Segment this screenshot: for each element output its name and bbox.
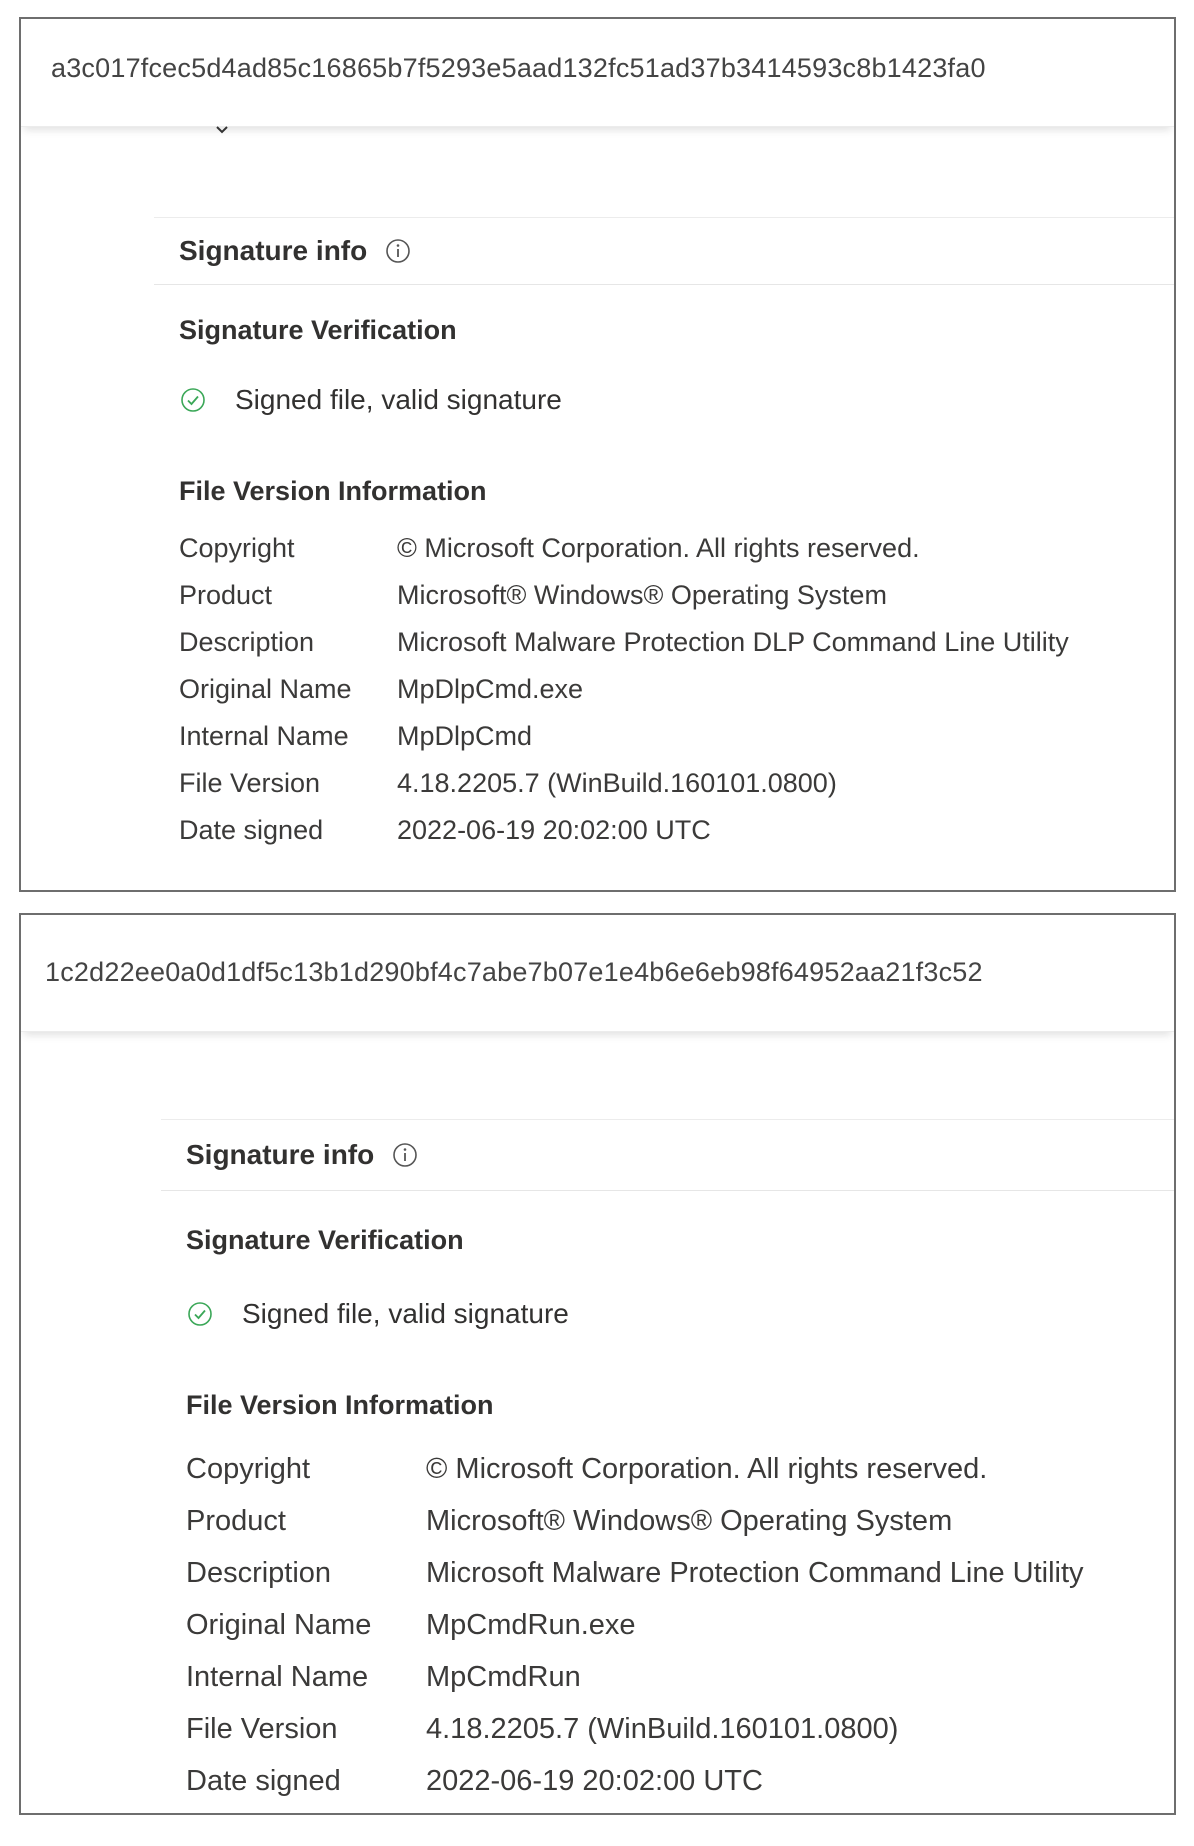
signature-info-section [161, 1119, 1174, 1807]
signature-verification-title: Signature Verification [186, 1225, 464, 1255]
field-label: Original Name [186, 1608, 372, 1641]
signature-info-section [154, 217, 1174, 854]
field-row-original-name [179, 666, 1174, 713]
field-label: Internal Name [186, 1660, 369, 1693]
info-icon[interactable] [392, 1142, 418, 1168]
signature-info-header [161, 1119, 1174, 1191]
field-value: MpDlpCmd [397, 721, 533, 751]
field-label: Date signed [179, 815, 324, 845]
check-circle-icon [179, 386, 207, 414]
field-label: Copyright [186, 1452, 311, 1485]
field-label: Original Name [179, 674, 352, 704]
field-value: 2022-06-19 20:02:00 UTC [426, 1764, 763, 1797]
file-version-table [154, 525, 1174, 854]
file-version-information-title: File Version Information [186, 1390, 494, 1420]
check-circle-icon [186, 1300, 214, 1328]
field-row-internal-name [179, 713, 1174, 760]
field-value: MpDlpCmd.exe [397, 674, 584, 704]
file-hash-header [21, 915, 1174, 1032]
file-hash: 1c2d22ee0a0d1df5c13b1d290bf4c7abe7b07e1e4b6e6eb98f64952aa21f3c52 [45, 957, 983, 987]
field-label: File Version [179, 768, 321, 798]
field-row-copyright [186, 1443, 1174, 1495]
field-row-original-name [186, 1599, 1174, 1651]
verification-status [161, 1298, 1174, 1330]
file-signature-panel-1 [19, 17, 1176, 892]
verification-status-text: Signed file, valid signature [242, 1298, 569, 1329]
field-label: Description [186, 1556, 332, 1589]
field-row-file-version [186, 1703, 1174, 1755]
field-value: 2022-06-19 20:02:00 UTC [397, 815, 711, 845]
signature-info-title: Signature info [186, 1139, 375, 1170]
signature-info-header [154, 217, 1174, 285]
field-value: 4.18.2205.7 (WinBuild.160101.0800) [426, 1712, 899, 1745]
info-icon[interactable] [385, 238, 411, 264]
signature-verification-title: Signature Verification [179, 315, 457, 345]
field-label: Date signed [186, 1764, 341, 1797]
field-value: Microsoft Malware Protection Command Line Utility [426, 1556, 1084, 1589]
field-label: Copyright [179, 533, 295, 563]
file-signature-panel-2 [19, 913, 1176, 1815]
file-version-information-title: File Version Information [179, 476, 487, 506]
field-value: MpCmdRun.exe [426, 1608, 636, 1641]
file-hash-header [21, 19, 1174, 127]
field-row-copyright [179, 525, 1174, 572]
file-version-table [161, 1443, 1174, 1807]
field-row-internal-name [186, 1651, 1174, 1703]
field-label: File Version [186, 1712, 338, 1745]
chevron-down-icon[interactable] [215, 123, 229, 137]
field-label: Description [179, 627, 315, 657]
field-row-date-signed [179, 807, 1174, 854]
field-row-file-version [179, 760, 1174, 807]
field-value: Microsoft Malware Protection DLP Command Line Utility [397, 627, 1069, 657]
field-row-description [179, 619, 1174, 666]
field-value: MpCmdRun [426, 1660, 581, 1693]
field-label: Internal Name [179, 721, 349, 751]
signature-info-title: Signature info [179, 235, 368, 266]
field-row-product [186, 1495, 1174, 1547]
field-row-product [179, 572, 1174, 619]
field-value: 4.18.2205.7 (WinBuild.160101.0800) [397, 768, 837, 798]
field-value: © Microsoft Corporation. All rights reserved. [397, 533, 920, 563]
field-label: Product [179, 580, 273, 610]
field-row-description [186, 1547, 1174, 1599]
file-hash: a3c017fcec5d4ad85c16865b7f5293e5aad132fc51ad37b3414593c8b1423fa0 [51, 53, 986, 83]
verification-status [154, 384, 1174, 416]
verification-status-text: Signed file, valid signature [235, 384, 562, 415]
field-row-date-signed [186, 1755, 1174, 1807]
field-label: Product [186, 1504, 286, 1537]
field-value: © Microsoft Corporation. All rights reserved. [426, 1452, 988, 1485]
field-value: Microsoft® Windows® Operating System [426, 1504, 953, 1537]
field-value: Microsoft® Windows® Operating System [397, 580, 887, 610]
